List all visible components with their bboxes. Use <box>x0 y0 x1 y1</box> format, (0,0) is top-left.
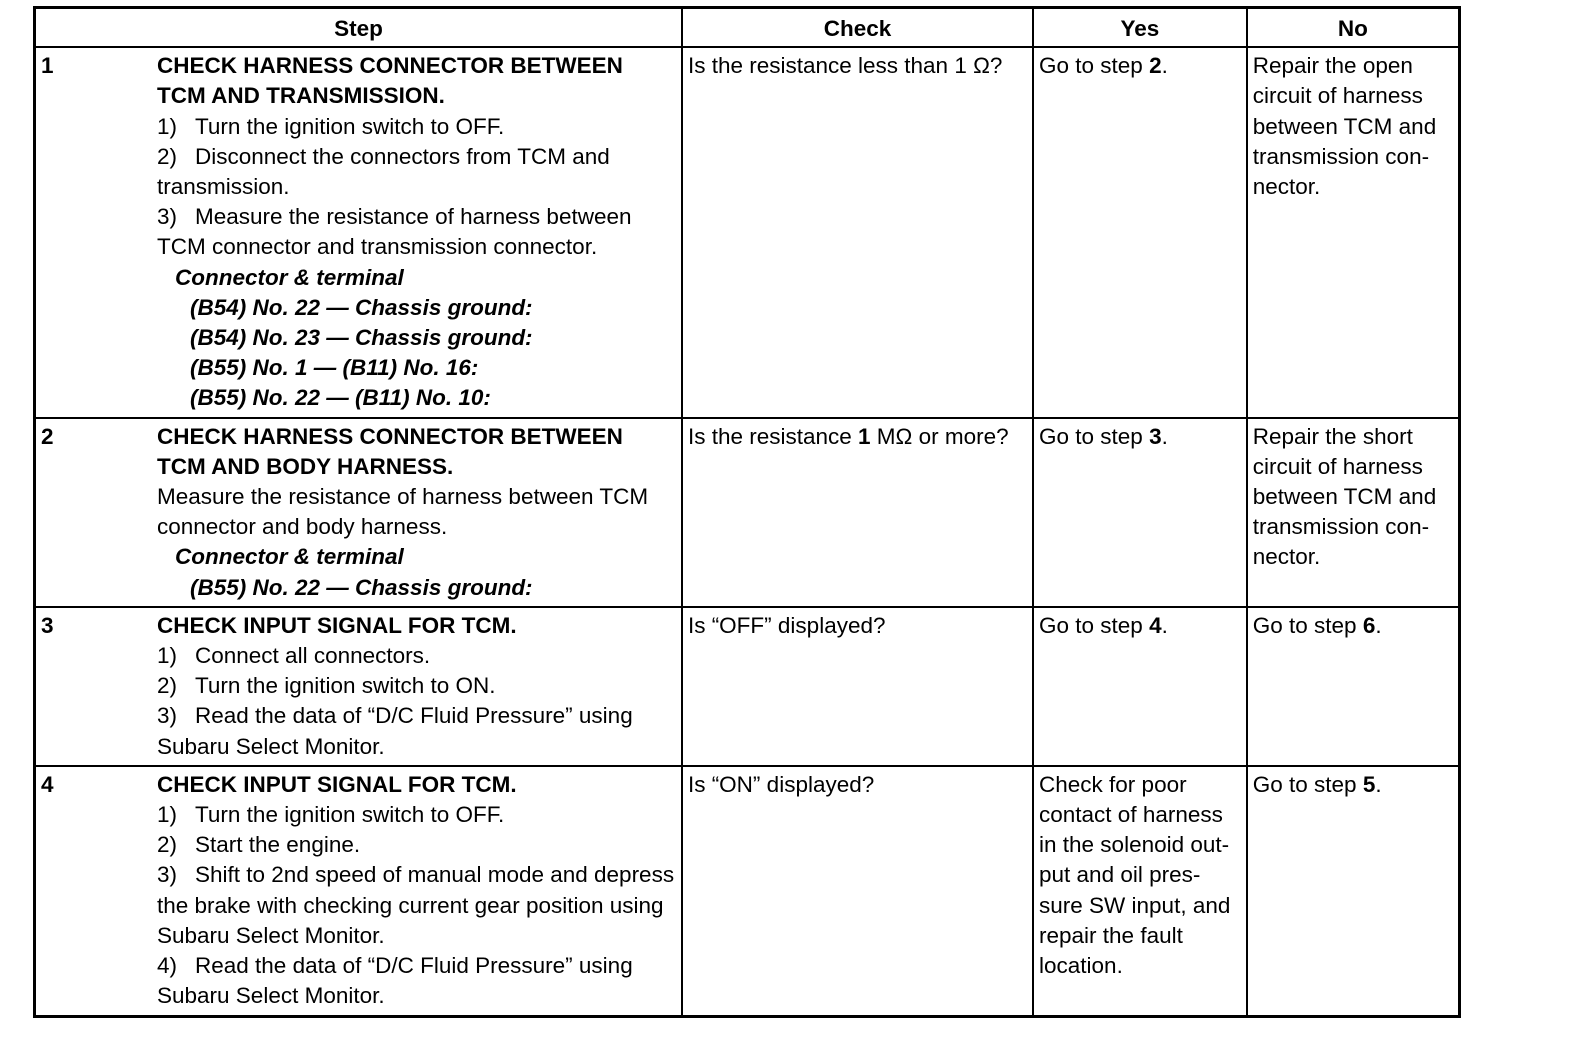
header-row <box>35 8 1460 48</box>
header-no: No <box>1247 8 1460 48</box>
instruction: 1) Turn the ignition switch to OFF. <box>157 113 505 139</box>
table-row-step-1 <box>35 47 1460 417</box>
connector-heading: Connector & terminal <box>175 544 404 570</box>
table-row-step-4 <box>35 766 1460 1016</box>
no-cell: Repair the short circuit of harness between TCM and transmission con-nector. <box>1247 418 1460 607</box>
instruction: 3) Read the data of “D/C Fluid Pressure” using Subaru Select Monitor. <box>157 703 633 759</box>
yes-cell: Check for poor contact of harness in the solenoid out-put and oil pres-sure SW input, and repair the fault location. <box>1033 766 1247 1016</box>
connector-heading: Connector & terminal <box>175 264 404 290</box>
step-title: CHECK INPUT SIGNAL FOR TCM. <box>157 612 517 638</box>
yes-cell: Go to step 2. <box>1033 47 1247 417</box>
header-check: Check <box>682 8 1033 48</box>
no-cell: Repair the open circuit of harness between TCM and transmission con-nector. <box>1247 47 1460 417</box>
instruction: 3) Shift to 2nd speed of manual mode and depress the brake with checking current gear position using Subaru Select Monitor. <box>157 862 675 948</box>
header-yes: Yes <box>1033 8 1247 48</box>
step-ref: 2 <box>1149 53 1162 79</box>
no-cell: Go to step 5. <box>1247 766 1460 1016</box>
step-cell <box>35 418 682 607</box>
header-step: Step <box>35 8 682 48</box>
step-ref: 6 <box>1362 612 1376 638</box>
instruction: 3) Measure the resistance of harness between TCM connector and transmission connector. <box>157 204 632 260</box>
check-cell: Is the resistance 1 MΩ or more? <box>682 418 1033 607</box>
instruction: 1) Connect all connectors. <box>157 643 431 669</box>
step-cell <box>35 47 682 417</box>
instruction: 4) Read the data of “D/C Fluid Pressure” using Subaru Select Monitor. <box>157 953 633 1009</box>
step-ref: 5 <box>1362 771 1376 797</box>
step-cell <box>35 766 682 1016</box>
step-cell <box>35 607 682 766</box>
instruction: 2) Disconnect the connectors from TCM and transmission. <box>157 143 610 200</box>
step-title: CHECK INPUT SIGNAL FOR TCM. <box>157 771 517 797</box>
table-row-step-2 <box>35 418 1460 607</box>
no-cell: Go to step 6. <box>1247 607 1460 766</box>
step-title: CHECK HARNESS CONNECTOR BETWEEN TCM AND BODY HARNESS. <box>157 423 623 479</box>
table-row-step-3 <box>35 607 1460 766</box>
connector-item: (B55) No. 1 — (B11) No. 16: <box>190 355 479 381</box>
step-title: CHECK HARNESS CONNECTOR BETWEEN TCM AND TRANSMISSION. <box>157 53 623 109</box>
step-number: 2 <box>41 423 54 449</box>
connector-item: (B55) No. 22 — (B11) No. 10: <box>190 385 491 411</box>
yes-cell: Go to step 4. <box>1033 607 1247 766</box>
connector-item: (B54) No. 23 — Chassis ground: <box>190 325 533 351</box>
diagnostic-table <box>33 6 1461 1018</box>
check-cell: Is “ON” displayed? <box>682 766 1033 1016</box>
step-number: 3 <box>41 612 54 638</box>
connector-item: (B54) No. 22 — Chassis ground: <box>190 294 533 320</box>
step-ref: 3 <box>1149 423 1162 449</box>
instruction: 2) Turn the ignition switch to ON. <box>157 673 496 699</box>
step-number: 1 <box>41 53 54 79</box>
step-number: 4 <box>41 771 54 797</box>
yes-cell: Go to step 3. <box>1033 418 1247 607</box>
instruction: Measure the resistance of harness between TCM connector and body harness. <box>157 484 649 540</box>
connector-item: (B55) No. 22 — Chassis ground: <box>190 574 533 600</box>
instruction: 1) Turn the ignition switch to OFF. <box>157 802 505 828</box>
instruction: 2) Start the engine. <box>157 832 361 858</box>
check-cell: Is “OFF” displayed? <box>682 607 1033 766</box>
check-cell: Is the resistance less than 1 Ω? <box>682 47 1033 417</box>
step-ref: 4 <box>1149 612 1162 638</box>
